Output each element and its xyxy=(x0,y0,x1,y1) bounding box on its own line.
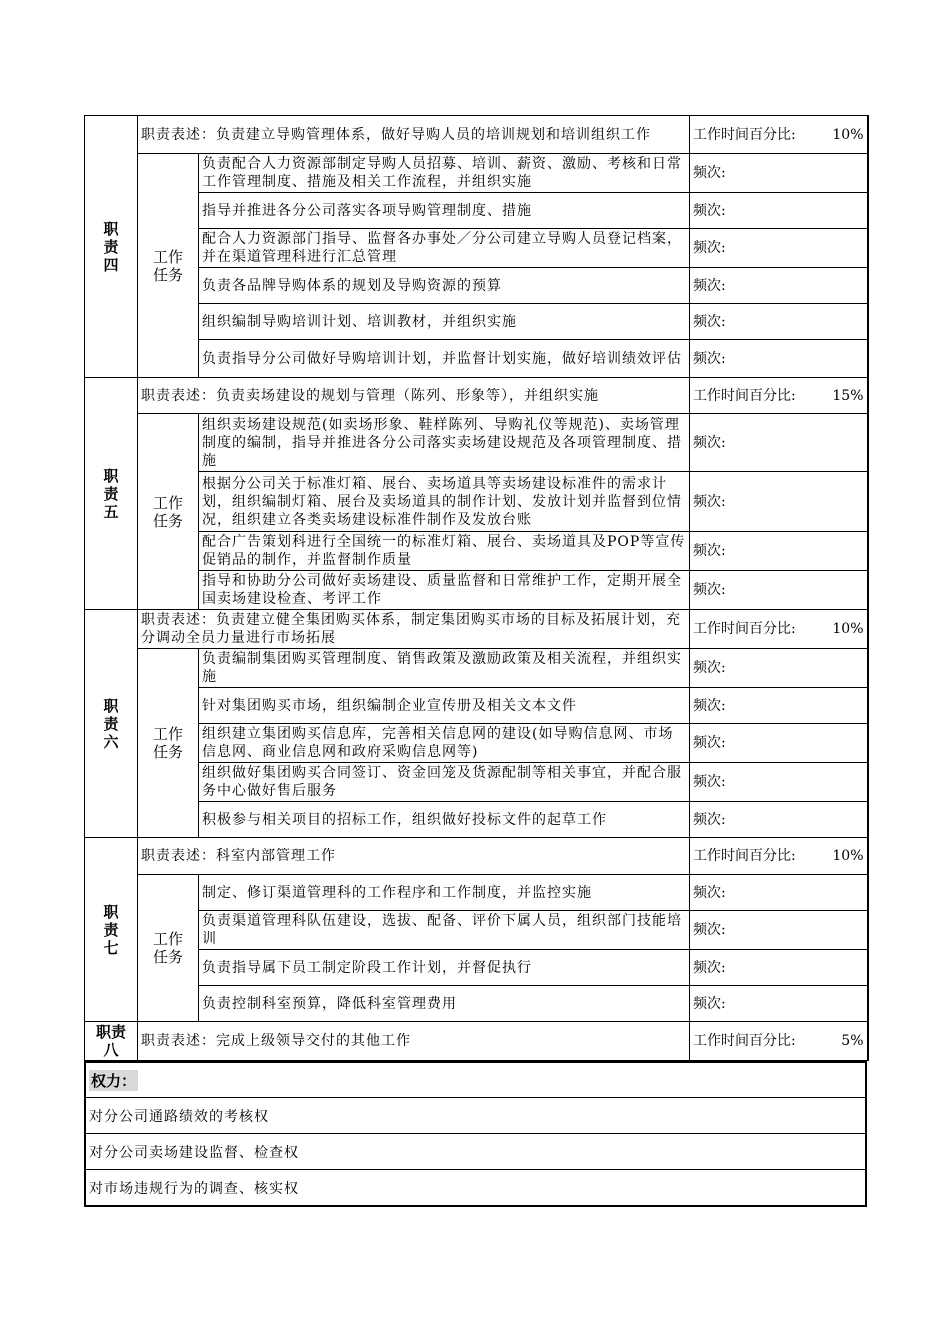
task-row xyxy=(85,649,868,688)
duty-description: 职责表述：负责建立健全集团购买体系，制定集团购买市场的目标及拓展计划，充分调动全员力量进行市场拓展 xyxy=(138,610,690,649)
task-row xyxy=(85,950,868,986)
frequency: 频次: xyxy=(690,268,868,304)
power-item xyxy=(86,1134,865,1170)
frequency: 频次: xyxy=(690,304,868,340)
task-row xyxy=(85,571,868,610)
task-row xyxy=(85,802,868,838)
percent-label: 工作时间百分比: xyxy=(693,621,796,637)
task-text: 组织编制导购培训计划、培训教材，并组织实施 xyxy=(199,304,690,340)
task-row xyxy=(85,724,868,763)
duty-description-row xyxy=(85,1022,868,1061)
task-text: 负责编制集团购买管理制度、销售政策及激励政策及相关流程，并组织实施 xyxy=(199,649,690,688)
percent-label: 工作时间百分比: xyxy=(693,126,796,143)
powers-title: 权力： xyxy=(91,1071,137,1090)
work-time-percent xyxy=(690,838,868,875)
powers-section xyxy=(84,1061,867,1207)
task-label: 工作 任务 xyxy=(138,875,199,1022)
percent-value: 10% xyxy=(832,621,864,637)
task-text: 组织做好集团购买合同签订、资金回笼及货源配制等相关事宜，并配合服务中心做好售后服务 xyxy=(199,763,690,802)
task-row xyxy=(85,193,868,229)
task-row xyxy=(85,532,868,571)
frequency: 频次: xyxy=(690,154,868,193)
duties-table xyxy=(84,115,869,1061)
frequency: 频次: xyxy=(690,986,868,1022)
power-text: 对市场违规行为的调查、核实权 xyxy=(89,1180,299,1197)
duty-description: 职责表述：完成上级领导交付的其他工作 xyxy=(138,1022,690,1061)
frequency: 频次: xyxy=(690,229,868,268)
task-row xyxy=(85,763,868,802)
duty-description-row xyxy=(85,116,868,154)
task-text: 负责渠道管理科队伍建设，选拔、配备、评价下属人员，组织部门技能培训 xyxy=(199,911,690,950)
percent-value: 10% xyxy=(832,126,864,143)
power-item xyxy=(86,1170,865,1205)
task-row xyxy=(85,414,868,472)
work-time-percent xyxy=(690,610,868,649)
frequency: 频次: xyxy=(690,340,868,378)
duty-description-row xyxy=(85,378,868,414)
percent-label: 工作时间百分比: xyxy=(693,848,796,864)
task-text: 指导和协助分公司做好卖场建设、质量监督和日常维护工作，定期开展全国卖场建设检查、考评工作 xyxy=(199,571,690,610)
task-text: 负责配合人力资源部制定导购人员招募、培训、薪资、激励、考核和日常工作管理制度、措施及相关工作流程，并组织实施 xyxy=(199,154,690,193)
task-row xyxy=(85,154,868,193)
duty-description: 职责表述：负责建立导购管理体系，做好导购人员的培训规划和培训组织工作 xyxy=(138,116,690,154)
task-row xyxy=(85,911,868,950)
task-text: 根据分公司关于标准灯箱、展台、卖场道具等卖场建设标准件的需求计划，组织编制灯箱、展台及卖场道具的制作计划、发放计划并监督到位情况，组织建立各类卖场建设标准件制作及发放台账 xyxy=(199,472,690,532)
task-text: 配合广告策划科进行全国统一的标准灯箱、展台、卖场道具及POP等宣传促销品的制作，并监督制作质量 xyxy=(199,532,690,571)
work-time-percent xyxy=(690,116,868,154)
frequency: 频次: xyxy=(690,193,868,229)
work-time-percent xyxy=(690,1022,868,1061)
frequency: 频次: xyxy=(690,532,868,571)
task-label: 工作 任务 xyxy=(138,154,199,378)
duty-label: 职责 八 xyxy=(85,1022,138,1061)
task-text: 针对集团购买市场，组织编制企业宣传册及相关文本文件 xyxy=(199,688,690,724)
duty-label: 职 责 四 xyxy=(85,116,138,378)
frequency: 频次: xyxy=(690,950,868,986)
task-text: 指导并推进各分公司落实各项导购管理制度、措施 xyxy=(199,193,690,229)
job-description-sheet xyxy=(84,115,867,1207)
task-text: 积极参与相关项目的招标工作，组织做好投标文件的起草工作 xyxy=(199,802,690,838)
task-row xyxy=(85,472,868,532)
duty-label: 职 责 六 xyxy=(85,610,138,838)
task-row xyxy=(85,304,868,340)
powers-header xyxy=(86,1061,865,1098)
frequency: 频次: xyxy=(690,911,868,950)
frequency: 频次: xyxy=(690,472,868,532)
power-text: 对分公司通路绩效的考核权 xyxy=(89,1108,269,1125)
frequency: 频次: xyxy=(690,763,868,802)
task-row xyxy=(85,229,868,268)
task-row xyxy=(85,340,868,378)
duty-label: 职 责 七 xyxy=(85,838,138,1022)
task-label: 工作 任务 xyxy=(138,414,199,610)
power-text: 对分公司卖场建设监督、检查权 xyxy=(89,1144,299,1161)
frequency: 频次: xyxy=(690,802,868,838)
duties-body xyxy=(85,116,868,1061)
frequency: 频次: xyxy=(690,875,868,911)
task-text: 组织卖场建设规范(如卖场形象、鞋样陈列、导购礼仪等规范)、卖场管理制度的编制，指导并推进各分公司落实卖场建设规范及各项管理制度、措施 xyxy=(199,414,690,472)
task-text: 制定、修订渠道管理科的工作程序和工作制度，并监控实施 xyxy=(199,875,690,911)
task-text: 负责控制科室预算，降低科室管理费用 xyxy=(199,986,690,1022)
duty-description-row xyxy=(85,610,868,649)
task-row xyxy=(85,986,868,1022)
task-text: 负责指导属下员工制定阶段工作计划，并督促执行 xyxy=(199,950,690,986)
power-item xyxy=(86,1098,865,1134)
frequency: 频次: xyxy=(690,688,868,724)
frequency: 频次: xyxy=(690,414,868,472)
task-row xyxy=(85,688,868,724)
frequency: 频次: xyxy=(690,571,868,610)
percent-label: 工作时间百分比: xyxy=(693,387,796,404)
percent-value: 15% xyxy=(832,387,864,404)
duty-description: 职责表述：科室内部管理工作 xyxy=(138,838,690,875)
task-text: 组织建立集团购买信息库，完善相关信息网的建设(如导购信息网、市场信息网、商业信息网和政府采购信息网等) xyxy=(199,724,690,763)
task-text: 负责各品牌导购体系的规划及导购资源的预算 xyxy=(199,268,690,304)
duty-description: 职责表述：负责卖场建设的规划与管理（陈列、形象等），并组织实施 xyxy=(138,378,690,414)
duty-description-row xyxy=(85,838,868,875)
task-row xyxy=(85,875,868,911)
frequency: 频次: xyxy=(690,649,868,688)
frequency: 频次: xyxy=(690,724,868,763)
task-text: 配合人力资源部门指导、监督各办事处／分公司建立导购人员登记档案，并在渠道管理科进行汇总管理 xyxy=(199,229,690,268)
task-row xyxy=(85,268,868,304)
percent-label: 工作时间百分比: xyxy=(693,1033,796,1049)
work-time-percent xyxy=(690,378,868,414)
percent-value: 5% xyxy=(841,1033,864,1049)
duty-label: 职 责 五 xyxy=(85,378,138,610)
task-label: 工作 任务 xyxy=(138,649,199,838)
task-text: 负责指导分公司做好导购培训计划，并监督计划实施，做好培训绩效评估 xyxy=(199,340,690,378)
percent-value: 10% xyxy=(832,848,864,864)
